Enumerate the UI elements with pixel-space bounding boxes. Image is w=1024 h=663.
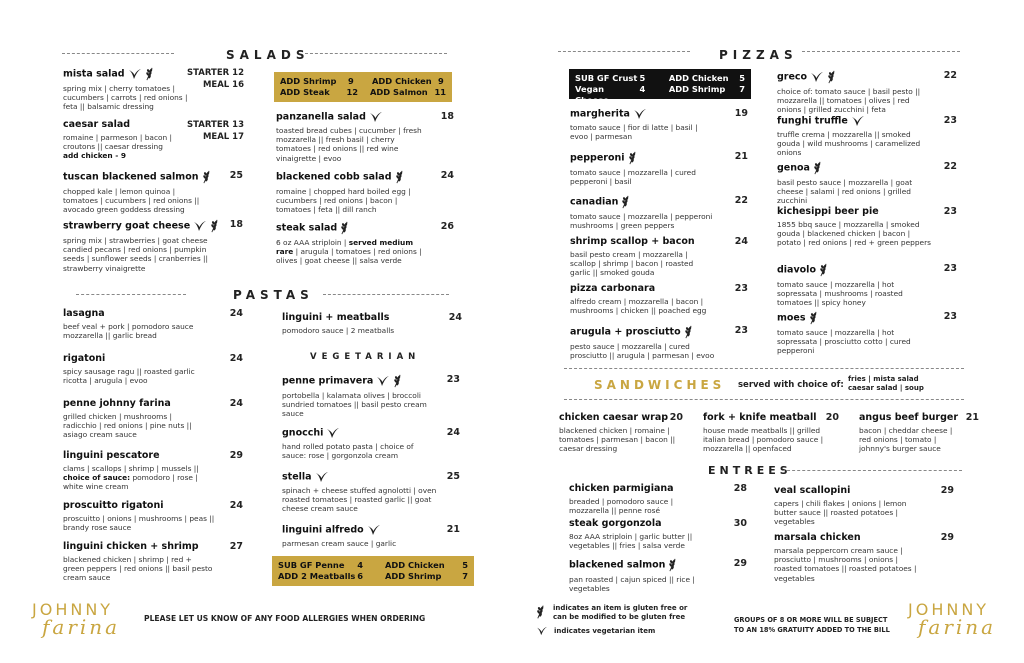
menu-item-chicken-caesar-wrap bbox=[559, 412, 683, 454]
addon-label: ADD Shrimp bbox=[384, 571, 442, 581]
item-desc: truffle crema | mozzarella || smoked gouda | wild mushrooms | caramelized onions bbox=[777, 130, 921, 158]
menu-item-moes bbox=[777, 311, 957, 356]
addon-label: ADD Chicken bbox=[384, 560, 445, 570]
item-desc: beef veal + pork | pomodoro sauce mozzarella || garlic bread bbox=[63, 322, 194, 341]
item-name: blackened salmon bbox=[569, 559, 666, 571]
menu-item-greco bbox=[777, 70, 957, 115]
menu-item-panzanella-salad bbox=[276, 111, 456, 163]
gluten-free-icon bbox=[628, 151, 637, 165]
item-name: linguini chicken + shrimp bbox=[63, 541, 199, 552]
item-price: 20 bbox=[825, 412, 839, 423]
item-desc: pomodoro sauce | 2 meatballs bbox=[282, 326, 395, 335]
item-desc: tomato sauce | mozzarella | cured pepperoni | basil bbox=[570, 168, 696, 187]
addon-label: SUB GF Crust bbox=[575, 73, 638, 83]
item-desc: 1855 bbq sauce | mozzarella | smoked gouda | blackened chicken | bacon | potato | red onions | red + green peppers bbox=[777, 220, 931, 248]
item-price: 28 bbox=[733, 483, 747, 494]
item-name: veal scallopini bbox=[774, 485, 851, 496]
item-price: 24 bbox=[229, 500, 243, 511]
item-price: 24 bbox=[229, 353, 243, 364]
entrees-title: ENTREES bbox=[708, 464, 792, 477]
item-desc: grilled chicken | mushrooms | radicchio | red onions | pine nuts || asiago cream sauce bbox=[63, 412, 192, 440]
gluten-free-icon bbox=[536, 604, 545, 620]
item-name: penne johnny farina bbox=[63, 398, 171, 409]
item-price: 24 bbox=[229, 398, 243, 409]
item-price: 25 bbox=[446, 471, 460, 482]
addon-price: 5 bbox=[639, 73, 646, 83]
menu-item-linguini-meatballs bbox=[282, 312, 462, 335]
menu-item-linguini-pescatore bbox=[63, 450, 243, 492]
menu-item-angus-beef-burger bbox=[859, 412, 979, 454]
item-desc: spicy sausage ragu || roasted garlic ricotta | arugula | evoo bbox=[63, 367, 195, 386]
vegetarian-icon bbox=[851, 115, 865, 127]
served-with-label: served with choice of: bbox=[738, 380, 844, 390]
item-name: blackened cobb salad bbox=[276, 171, 392, 183]
item-name: marsala chicken bbox=[774, 532, 861, 543]
menu-item-marsala-chicken bbox=[774, 532, 954, 583]
pizzas-title: PIZZAS bbox=[719, 48, 798, 62]
item-name: proscuitto rigatoni bbox=[63, 500, 164, 511]
item-desc: tomato sauce | fior di latte | basil | evoo | parmesan bbox=[570, 123, 698, 142]
item-price: 23 bbox=[734, 325, 748, 336]
gluten-free-icon bbox=[340, 221, 349, 235]
vegetarian-icon bbox=[376, 375, 390, 387]
item-desc: romaine | parmeson | bacon | croutons || caesar dressing add chicken - 9 bbox=[63, 133, 173, 161]
menu-item-diavolo bbox=[777, 263, 957, 308]
item-name: chicken parmigiana bbox=[569, 483, 674, 494]
gluten-free-icon bbox=[621, 195, 630, 209]
gluten-free-icon bbox=[393, 374, 402, 388]
item-price: 18 bbox=[440, 111, 454, 122]
item-name: strawberry goat cheese bbox=[63, 220, 191, 232]
item-price: 21 bbox=[446, 524, 460, 535]
addon-label: Vegan Cheese bbox=[575, 84, 609, 105]
menu-item-linguini-alfredo bbox=[282, 524, 460, 548]
item-name: greco bbox=[777, 71, 808, 83]
item-price: 23 bbox=[943, 206, 957, 217]
menu-item-rigatoni bbox=[63, 353, 243, 385]
gluten-free-icon bbox=[210, 219, 219, 233]
item-desc: choice of: tomato sauce | basil pesto || mozzarella || tomatoes | olives | red onions | grilled zucchini | feta bbox=[777, 87, 921, 115]
menu-item-genoa bbox=[777, 161, 957, 206]
item-desc: pesto sauce | mozzarella | cured prosciutto || arugula | parmesan | evoo bbox=[570, 342, 715, 361]
item-desc: clams | scallops | shrimp | mussels || choice of sauce: pomodoro | rose | white wine cream bbox=[63, 464, 199, 492]
sandwiches-title: SANDWICHES bbox=[594, 378, 726, 392]
item-name: kichesippi beer pie bbox=[777, 206, 879, 217]
item-desc: 6 oz AAA striploin | served medium rare | arugula | tomatoes | red onions | olives | goat cheese || salsa verde bbox=[276, 238, 422, 266]
divider bbox=[305, 53, 447, 54]
item-price: 22 bbox=[734, 195, 748, 206]
item-name: mista salad bbox=[63, 68, 125, 80]
addon-label: ADD Shrimp bbox=[280, 76, 337, 86]
gluten-free-icon bbox=[827, 70, 836, 84]
logo: JOHNNY farina bbox=[32, 600, 121, 639]
divider bbox=[558, 51, 690, 52]
menu-item-fork-knife-meatball bbox=[703, 412, 839, 454]
item-name: tuscan blackened salmon bbox=[63, 171, 199, 183]
addon-price: 7 bbox=[462, 571, 468, 581]
item-price: 24 bbox=[448, 312, 462, 323]
item-price: 24 bbox=[440, 170, 454, 181]
menu-item-canadian bbox=[570, 195, 748, 230]
item-price: 19 bbox=[734, 108, 748, 119]
menu-item-tuscan-blackened-salmon bbox=[63, 170, 243, 215]
menu-item-kichesippi-beer-pie bbox=[777, 206, 957, 248]
menu-item-funghi-truffle bbox=[777, 115, 957, 158]
addon-label: SUB GF Penne bbox=[278, 560, 345, 570]
pizza-addons-box bbox=[569, 69, 751, 105]
legend-vegetarian: indicates vegetarian item bbox=[536, 626, 726, 636]
menu-item-strawberry-goat-cheese bbox=[63, 219, 243, 273]
item-name: diavolo bbox=[777, 264, 816, 276]
item-name: chicken caesar wrap bbox=[559, 412, 669, 423]
addon-price: 4 bbox=[357, 560, 364, 570]
item-desc: blackened chicken | romaine | tomatoes | parmesan | bacon || caesar dressing bbox=[559, 426, 676, 454]
vegetarian-title: VEGETARIAN bbox=[310, 352, 421, 362]
item-price: 23 bbox=[943, 115, 957, 126]
menu-item-chicken-parmigiana bbox=[569, 483, 747, 515]
item-name: genoa bbox=[777, 162, 810, 174]
item-name: funghi truffle bbox=[777, 115, 848, 127]
item-price: 23 bbox=[943, 263, 957, 274]
salads-title: SALADS bbox=[226, 48, 310, 62]
item-desc: tomato sauce | mozzarella | hot sopressata | mushrooms | roasted tomatoes || spicy honey bbox=[777, 280, 903, 308]
item-price: 25 bbox=[229, 170, 243, 181]
item-name: pepperoni bbox=[570, 152, 625, 164]
menu-item-arugula-prosciutto bbox=[570, 325, 748, 360]
item-price: 29 bbox=[229, 450, 243, 461]
gluten-free-icon bbox=[145, 67, 154, 81]
item-price: 24 bbox=[446, 427, 460, 438]
item-desc: spinach + cheese stuffed agnolotti | oven roasted tomatoes | roasted garlic || goat cheese cream sauce bbox=[282, 486, 437, 514]
gluten-free-icon bbox=[813, 161, 822, 175]
vegetarian-icon bbox=[810, 71, 824, 83]
item-desc: parmesan cream sauce | garlic bbox=[282, 539, 397, 548]
item-desc: breaded | pomodoro sauce | mozzarella || penne rosé bbox=[569, 497, 674, 516]
item-price: STARTER 13 MEAL 17 bbox=[187, 120, 244, 142]
item-desc: spring mix | strawberries | goat cheese candied pecans | red onions | pumpkin seeds | sunflower seeds | cranberries || strawberry vinaigrette bbox=[63, 236, 209, 273]
menu-item-pepperoni bbox=[570, 151, 748, 186]
item-desc: blackened chicken | shrimp | red + green peppers | red onions || basil pesto cream sauce bbox=[63, 555, 213, 583]
item-price: 22 bbox=[943, 161, 957, 172]
item-name: angus beef burger bbox=[859, 412, 959, 423]
item-name: stella bbox=[282, 471, 312, 483]
menu-item-gnocchi bbox=[282, 427, 460, 460]
addon-price: 11 bbox=[434, 87, 446, 97]
vegetarian-icon bbox=[128, 68, 142, 80]
item-name: canadian bbox=[570, 196, 619, 208]
item-price: 24 bbox=[229, 308, 243, 319]
item-desc: chopped kale | lemon quinoa | tomatoes | cucumbers | red onions || avocado green goddess dressing bbox=[63, 187, 200, 215]
divider bbox=[323, 294, 449, 295]
item-desc: proscuitto | onions | mushrooms | peas || brandy rose sauce bbox=[63, 514, 215, 533]
pastas-title: PASTAS bbox=[233, 288, 314, 302]
addon-price: 9 bbox=[438, 76, 444, 86]
menu-item-steak-salad bbox=[276, 221, 456, 266]
right-page bbox=[512, 0, 1024, 663]
addon-label: ADD 2 Meatballs bbox=[278, 571, 356, 581]
gluten-free-icon bbox=[684, 325, 693, 339]
item-price: 21 bbox=[734, 151, 748, 162]
item-name: rigatoni bbox=[63, 353, 106, 364]
vegetarian-icon bbox=[633, 108, 647, 120]
item-desc: hand rolled potato pasta | choice of sauce: rose | gorgonzola cream bbox=[282, 442, 414, 461]
menu-item-linguini-chicken-shrimp bbox=[63, 541, 243, 583]
item-desc: house made meatballs || grilled italian bread | pomodoro sauce | mozzarella || openfaced bbox=[703, 426, 824, 454]
menu-item-penne-primavera bbox=[282, 374, 460, 419]
pasta-addons-box bbox=[272, 556, 474, 586]
gluten-free-icon bbox=[668, 558, 677, 572]
divider bbox=[782, 470, 962, 471]
item-name: gnocchi bbox=[282, 427, 324, 439]
addon-price: 5 bbox=[739, 73, 745, 83]
addon-price: 5 bbox=[462, 560, 468, 570]
divider bbox=[76, 294, 186, 295]
vegetarian-icon bbox=[315, 471, 329, 483]
item-price: 23 bbox=[734, 283, 748, 294]
item-name: fork + knife meatball bbox=[703, 412, 817, 423]
menu-item-mista-salad bbox=[63, 67, 248, 112]
item-desc: tomato sauce | mozzarella | hot sopressata | prosciutto cotto | cured pepperoni bbox=[777, 328, 911, 356]
item-desc: pan roasted | cajun spiced || rice | vegetables bbox=[569, 575, 695, 594]
gluten-free-icon bbox=[809, 311, 818, 325]
item-price: 23 bbox=[943, 311, 957, 322]
menu-item-shrimp-scallop-bacon bbox=[570, 236, 748, 278]
gluten-free-icon bbox=[395, 170, 404, 184]
item-price: 18 bbox=[229, 219, 243, 230]
item-desc: marsala peppercorn cream sauce | prosciutto | mushrooms | onions | roasted tomatoes || roasted potatoes | vegetables bbox=[774, 546, 917, 583]
addon-label: ADD Shrimp bbox=[668, 84, 726, 94]
addon-label: ADD Chicken bbox=[668, 73, 729, 83]
item-name: caesar salad bbox=[63, 119, 131, 130]
item-name: penne primavera bbox=[282, 375, 374, 387]
item-name: linguini + meatballs bbox=[282, 312, 390, 323]
divider bbox=[802, 51, 960, 52]
item-desc: bacon | cheddar cheese | red onions | tomato | johnny's burger sauce bbox=[859, 426, 953, 454]
menu-item-penne-johnny-farina bbox=[63, 398, 243, 440]
item-desc: alfredo cream | mozzarella | bacon | mushrooms | chicken || poached egg bbox=[570, 297, 707, 316]
item-name: moes bbox=[777, 312, 806, 324]
addon-label: ADD Chicken bbox=[372, 76, 432, 86]
menu-item-pizza-carbonara bbox=[570, 283, 748, 315]
sandwiches-header bbox=[564, 372, 964, 398]
item-price: 21 bbox=[965, 412, 979, 423]
item-name: arugula + prosciutto bbox=[570, 326, 681, 338]
vegetarian-icon bbox=[326, 427, 340, 439]
item-name: linguini alfredo bbox=[282, 524, 364, 536]
item-desc: basil pesto cream | mozzarella | scallop | shrimp | bacon | roasted garlic || smoked gouda bbox=[570, 250, 694, 278]
item-desc: 8oz AAA striploin | garlic butter || vegetables || fries | salsa verde bbox=[569, 532, 693, 551]
menu-item-stella bbox=[282, 471, 460, 514]
gratuity-note: GROUPS OF 8 OR MORE WILL BE SUBJECT TO AN 18% GRATUITY ADDED TO THE BILL bbox=[734, 616, 890, 634]
legend-gluten-free: indicates an item is gluten free or can be modified to be gluten free bbox=[536, 604, 726, 622]
addon-price: 7 bbox=[739, 84, 745, 94]
vegetarian-icon bbox=[369, 111, 383, 123]
menu-item-caesar-salad bbox=[63, 119, 248, 161]
item-name: linguini pescatore bbox=[63, 450, 160, 461]
menu-item-margherita bbox=[570, 108, 748, 141]
addon-label: ADD Salmon bbox=[369, 87, 428, 97]
allergy-note: PLEASE LET US KNOW OF ANY FOOD ALLERGIES WHEN ORDERING bbox=[144, 614, 426, 623]
item-name: steak gorgonzola bbox=[569, 518, 662, 529]
item-price: 29 bbox=[940, 532, 954, 543]
item-price: 29 bbox=[940, 485, 954, 496]
item-name: margherita bbox=[570, 108, 630, 120]
addon-price: 4 bbox=[639, 84, 646, 94]
gluten-free-icon bbox=[202, 170, 211, 184]
menu-item-veal-scallopini bbox=[774, 485, 954, 527]
item-name: shrimp scallop + bacon bbox=[570, 236, 695, 247]
item-price: 29 bbox=[733, 558, 747, 569]
vegetarian-icon bbox=[193, 220, 207, 232]
logo: JOHNNY farina bbox=[908, 600, 997, 639]
divider bbox=[564, 368, 964, 369]
item-price: 26 bbox=[440, 221, 454, 232]
item-desc: capers | chili flakes | onions | lemon butter sauce || roasted potatoes | vegetables bbox=[774, 499, 907, 527]
divider bbox=[564, 399, 964, 400]
divider bbox=[62, 53, 174, 54]
item-desc: toasted bread cubes | cucumber | fresh mozzarella || fresh basil | cherry tomatoes | red onions || red wine vinaigrette | evoo bbox=[276, 126, 422, 163]
served-with-choices: fries | mista salad caesar salad | soup bbox=[848, 375, 924, 392]
gluten-free-icon bbox=[819, 263, 828, 277]
menu-item-proscuitto-rigatoni bbox=[63, 500, 243, 532]
item-name: panzanella salad bbox=[276, 111, 366, 123]
item-name: pizza carbonara bbox=[570, 283, 656, 294]
menu-item-steak-gorgonzola bbox=[569, 518, 747, 550]
addon-price: 6 bbox=[357, 571, 364, 581]
item-price: 24 bbox=[734, 236, 748, 247]
item-price: 23 bbox=[446, 374, 460, 385]
legend bbox=[536, 604, 726, 636]
item-price: 30 bbox=[733, 518, 747, 529]
vegetarian-icon bbox=[536, 626, 548, 636]
addon-price: 12 bbox=[346, 87, 359, 97]
menu-item-blackened-salmon bbox=[569, 558, 747, 593]
item-desc: tomato sauce | mozzarella | pepperoni mushrooms | green peppers bbox=[570, 212, 713, 231]
item-name: lasagna bbox=[63, 308, 105, 319]
item-desc: romaine | chopped hard boiled egg | cucumbers | red onions | bacon | tomatoes | feta || dill ranch bbox=[276, 187, 411, 215]
item-desc: spring mix | cherry tomatoes | cucumbers | carrots | red onions | feta || balsamic dressing bbox=[63, 84, 188, 112]
item-price: 22 bbox=[943, 70, 957, 81]
item-desc: basil pesto sauce | mozzarella | goat cheese | salami | red onions | grilled zucchini bbox=[777, 178, 913, 206]
addon-label: ADD Steak bbox=[280, 87, 330, 97]
addon-price: 9 bbox=[348, 76, 354, 86]
salad-addons-box bbox=[274, 72, 452, 102]
vegetarian-icon bbox=[367, 524, 381, 536]
menu-item-blackened-cobb-salad bbox=[276, 170, 456, 215]
item-name: steak salad bbox=[276, 222, 338, 234]
item-price: 20 bbox=[669, 412, 683, 423]
item-price: 27 bbox=[229, 541, 243, 552]
menu-item-lasagna bbox=[63, 308, 243, 340]
item-desc: portobella | kalamata olives | broccoli sundried tomatoes || basil pesto cream sauce bbox=[282, 391, 427, 419]
item-price: STARTER 12 MEAL 16 bbox=[187, 68, 244, 90]
